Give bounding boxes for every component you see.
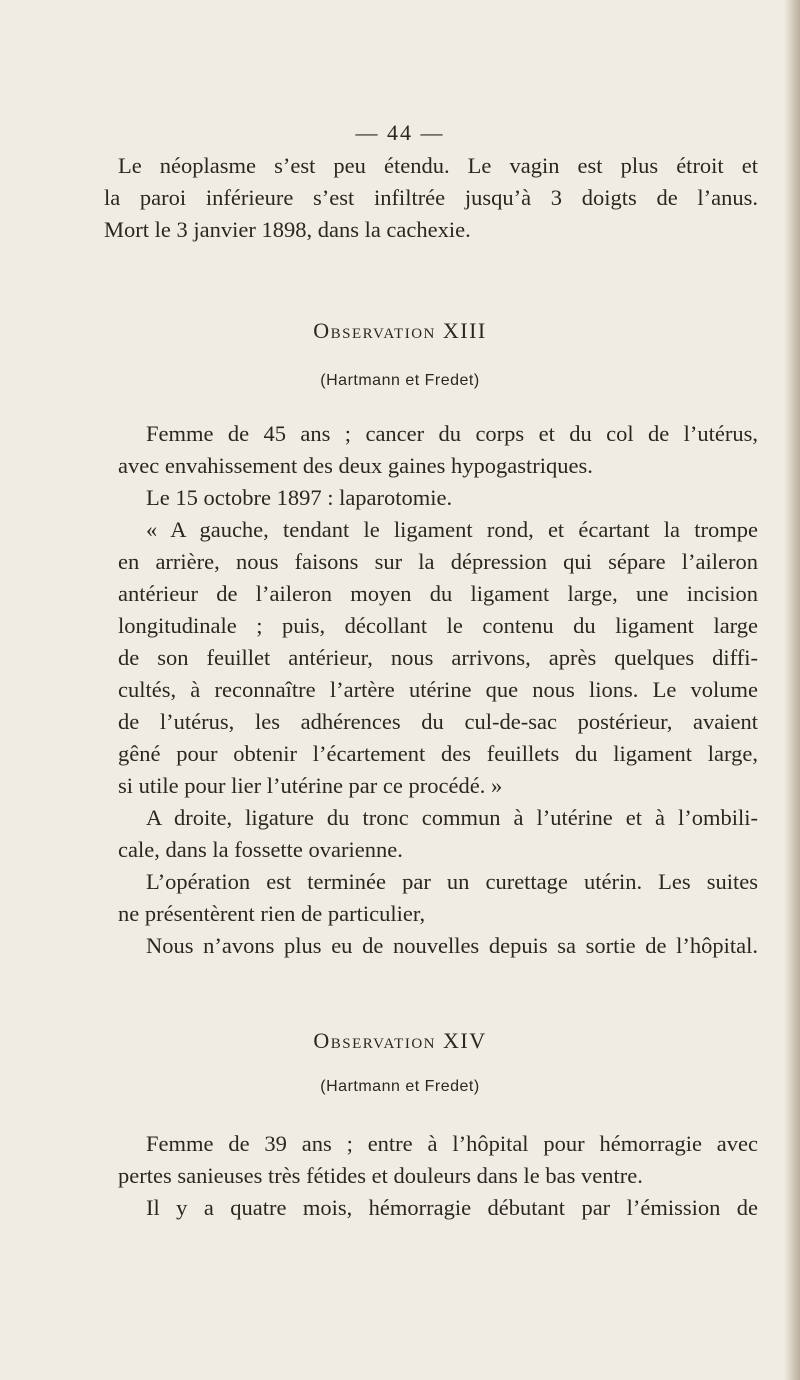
text-line: antérieur de l’aileron moyen du ligament large, une incision [118, 581, 758, 606]
text-line: ne présentèrent rien de particulier, [118, 901, 426, 926]
observation-13-authors: (Hartmann et Fredet) [320, 372, 480, 389]
text-line: Le 15 octobre 1897 : laparotomie. [146, 485, 453, 510]
observation-14-authors: (Hartmann et Fredet) [320, 1078, 480, 1095]
text-line: la paroi inférieure s’est infiltrée jusqu’à 3 doigts de l’anus. [104, 185, 758, 210]
text-line: en arrière, nous faisons sur la dépression qui sépare l’aileron [118, 549, 758, 574]
text-line: gêné pour obtenir l’écartement des feuillets du ligament large, [118, 741, 758, 766]
text-line: Il y a quatre mois, hémorragie débutant par l’émission de [146, 1195, 758, 1220]
text-line: longitudinale ; puis, décollant le contenu du ligament large [118, 613, 758, 638]
text-line: avec envahissement des deux gaines hypogastriques. [118, 453, 593, 478]
text-line: Femme de 39 ans ; entre à l’hôpital pour hémorragie avec [146, 1131, 758, 1156]
text-line: Nous n’avons plus eu de nouvelles depuis sa sortie de l’hôpital. [146, 933, 758, 958]
observation-13-body [118, 418, 758, 962]
text-line: L’opération est terminée par un curettage utérin. Les suites [146, 869, 758, 894]
text-line: A droite, ligature du tronc commun à l’utérine et à l’ombili- [146, 805, 758, 830]
text-line: Mort le 3 janvier 1898, dans la cachexie. [104, 217, 471, 242]
page-edge-shadow [784, 0, 800, 1380]
intro-paragraph [104, 150, 758, 246]
text-line: cultés, à reconnaître l’artère utérine que nous lions. Le volume [118, 677, 758, 702]
observation-13-heading: Observation XIII [313, 318, 487, 343]
observation-14-heading: Observation XIV [313, 1028, 487, 1053]
text-line: de son feuillet antérieur, nous arrivons, après quelques diffi- [118, 645, 758, 670]
text-line: si utile pour lier l’utérine par ce procédé. » [118, 773, 503, 798]
text-line: de l’utérus, les adhérences du cul-de-sac postérieur, avaient [118, 709, 758, 734]
text-line: Le néoplasme s’est peu étendu. Le vagin est plus étroit et [118, 153, 758, 178]
text-line: Femme de 45 ans ; cancer du corps et du col de l’utérus, [146, 421, 758, 446]
text-line: pertes sanieuses très fétides et douleurs dans le bas ventre. [118, 1163, 643, 1188]
text-line: cale, dans la fossette ovarienne. [118, 837, 403, 862]
observation-14-body [118, 1128, 758, 1224]
page-number: — 44 — [355, 120, 445, 145]
text-line: « A gauche, tendant le ligament rond, et écartant la trompe [146, 517, 758, 542]
